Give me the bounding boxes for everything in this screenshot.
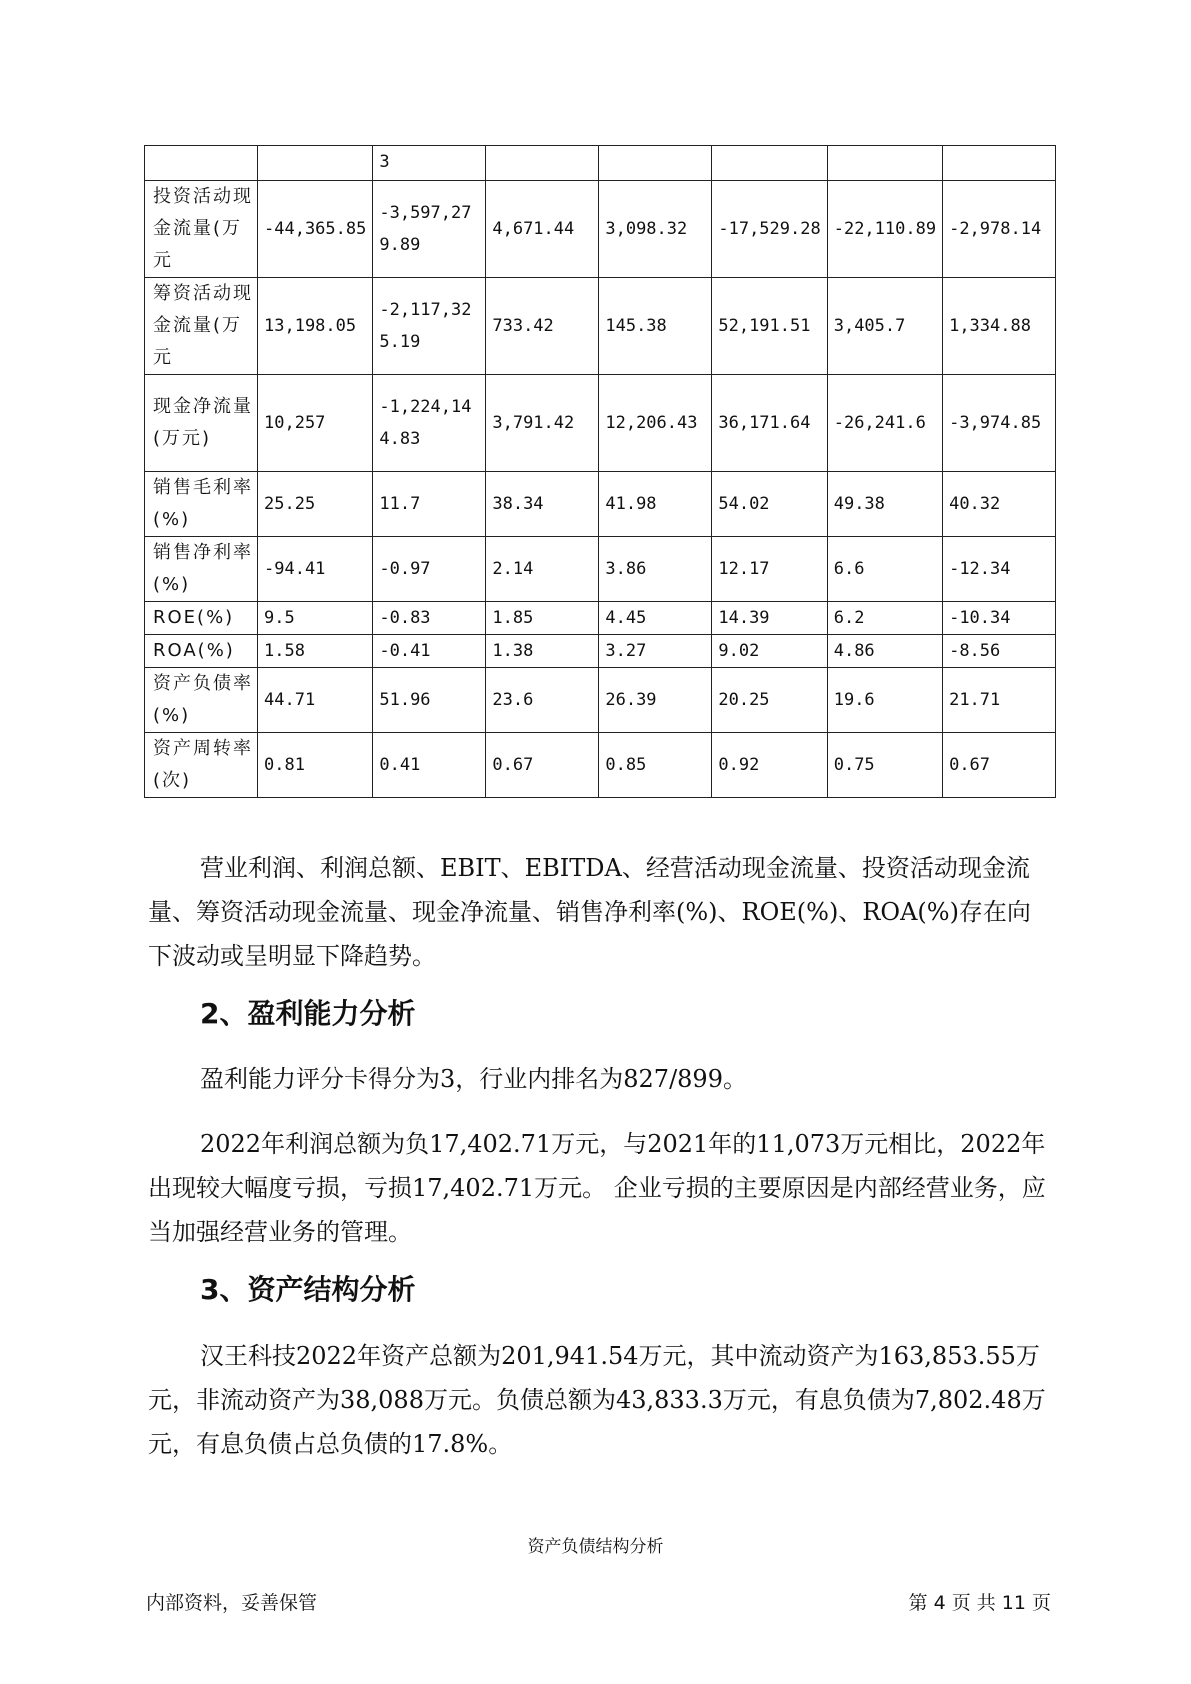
table-cell: 10,257 [258, 375, 373, 472]
table-cell: 733.42 [486, 278, 599, 375]
paragraph-score: 盈利能力评分卡得分为3，行业内排名为827/899。 [200, 1065, 747, 1093]
table-cell: 52,191.51 [712, 278, 827, 375]
table-cell: -44,365.85 [258, 181, 373, 278]
footer-confidential: 内部资料，妥善保管 [146, 1592, 318, 1614]
table-cell: 12.17 [712, 537, 827, 602]
table-row [145, 181, 1056, 278]
table-cell: 41.98 [599, 472, 712, 537]
paragraph-profit: 2022年利润总额为负17,402.71万元，与2021年的11,073万元相比，2022年出现较大幅度亏损，亏损17,402.71万元。 企业亏损的主要原因是内部经营业务，应当加强经营业务的管理。 [148, 1130, 1046, 1246]
table-cell: -0.41 [373, 635, 486, 668]
table-cell: -0.97 [373, 537, 486, 602]
row-label: 销售毛利率(%) [145, 472, 258, 537]
table-cell: 3 [373, 146, 486, 181]
table-cell: 25.25 [258, 472, 373, 537]
table-cell: 23.6 [486, 668, 599, 733]
row-label [145, 146, 258, 181]
table-cell: 6.2 [827, 602, 942, 635]
table-cell: 11.7 [373, 472, 486, 537]
table-cell [599, 146, 712, 181]
table-cell [258, 146, 373, 181]
table-cell: 0.75 [827, 733, 942, 798]
table-cell: 0.67 [943, 733, 1056, 798]
table-cell: 3,098.32 [599, 181, 712, 278]
table-cell: -12.34 [943, 537, 1056, 602]
table-cell: 2.14 [486, 537, 599, 602]
table-cell: -10.34 [943, 602, 1056, 635]
row-label: 现金净流量(万元) [145, 375, 258, 472]
table-cell: -1,224,144.83 [373, 375, 486, 472]
table-cell: 26.39 [599, 668, 712, 733]
table-cell: 38.34 [486, 472, 599, 537]
table-cell [486, 146, 599, 181]
table-cell: -2,978.14 [943, 181, 1056, 278]
table-cell: -22,110.89 [827, 181, 942, 278]
table-cell: -94.41 [258, 537, 373, 602]
row-label: ROA(%) [145, 635, 258, 668]
table-cell: 3,405.7 [827, 278, 942, 375]
table-cell: 0.41 [373, 733, 486, 798]
table-cell: 0.67 [486, 733, 599, 798]
paragraph-assets: 汉王科技2022年资产总额为201,941.54万元，其中流动资产为163,853.55万元，非流动资产为38,088万元。负债总额为43,833.3万元，有息负债为7,802.48万元，有息负债占总负债的17.8%。 [148, 1342, 1046, 1458]
table-cell: 6.6 [827, 537, 942, 602]
table-cell: 4.45 [599, 602, 712, 635]
table-cell: 20.25 [712, 668, 827, 733]
financial-table [144, 145, 1056, 798]
table-cell: 9.02 [712, 635, 827, 668]
table-cell: 0.81 [258, 733, 373, 798]
footer-page-number: 第 4 页 共 11 页 [908, 1592, 1051, 1614]
table-cell: 13,198.05 [258, 278, 373, 375]
table-cell: -3,597,279.89 [373, 181, 486, 278]
table-cell: 1.85 [486, 602, 599, 635]
table-cell: 3.27 [599, 635, 712, 668]
table-row [145, 602, 1056, 635]
row-label: 资产周转率(次) [145, 733, 258, 798]
table-cell: 36,171.64 [712, 375, 827, 472]
figure-caption: 资产负债结构分析 [527, 1537, 664, 1557]
table-cell: 44.71 [258, 668, 373, 733]
table-cell [827, 146, 942, 181]
table-cell: 14.39 [712, 602, 827, 635]
table-cell: 1.38 [486, 635, 599, 668]
table-cell: 3,791.42 [486, 375, 599, 472]
table-cell: 51.96 [373, 668, 486, 733]
table-cell: 40.32 [943, 472, 1056, 537]
table-cell: 54.02 [712, 472, 827, 537]
table-cell: 1.58 [258, 635, 373, 668]
row-label: ROE(%) [145, 602, 258, 635]
table-cell: 4.86 [827, 635, 942, 668]
table-cell: -8.56 [943, 635, 1056, 668]
table-cell: 3.86 [599, 537, 712, 602]
table-row [145, 537, 1056, 602]
table-cell: 9.5 [258, 602, 373, 635]
table-row [145, 668, 1056, 733]
table-row [145, 375, 1056, 472]
table-cell: -0.83 [373, 602, 486, 635]
table-cell: 49.38 [827, 472, 942, 537]
table-row [145, 472, 1056, 537]
row-label: 销售净利率(%) [145, 537, 258, 602]
heading-profitability: 2、盈利能力分析 [200, 997, 416, 1030]
table-cell: 19.6 [827, 668, 942, 733]
table-row [145, 278, 1056, 375]
table-cell: -26,241.6 [827, 375, 942, 472]
table-cell: 145.38 [599, 278, 712, 375]
heading-asset-structure: 3、资产结构分析 [200, 1273, 416, 1306]
row-label: 投资活动现金流量(万元 [145, 181, 258, 278]
row-label: 筹资活动现金流量(万元 [145, 278, 258, 375]
table-cell: 0.85 [599, 733, 712, 798]
row-label: 资产负债率(%) [145, 668, 258, 733]
table-cell: -3,974.85 [943, 375, 1056, 472]
table-cell: 0.92 [712, 733, 827, 798]
table-cell: 12,206.43 [599, 375, 712, 472]
table-cell [943, 146, 1056, 181]
table-row [145, 146, 1056, 181]
table-cell: 1,334.88 [943, 278, 1056, 375]
table-cell: -2,117,325.19 [373, 278, 486, 375]
table-cell [712, 146, 827, 181]
table-cell: 4,671.44 [486, 181, 599, 278]
table-row [145, 733, 1056, 798]
table-cell: 21.71 [943, 668, 1056, 733]
table-cell: -17,529.28 [712, 181, 827, 278]
paragraph-trend: 营业利润、利润总额、EBIT、EBITDA、经营活动现金流量、投资活动现金流量、筹资活动现金流量、现金净流量、销售净利率(%)、ROE(%)、ROA(%)存在向下波动或呈明显下降趋势。 [148, 854, 1031, 970]
table-row [145, 635, 1056, 668]
